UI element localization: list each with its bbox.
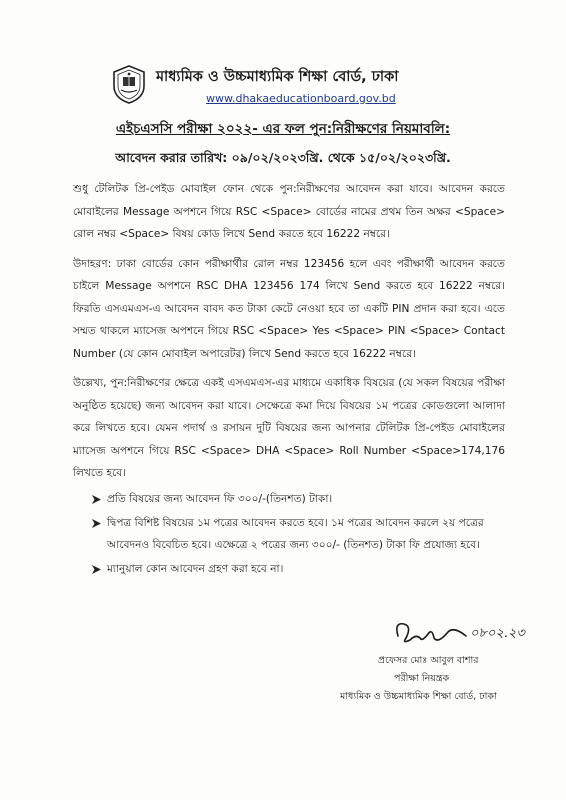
paragraph-example: উদাহরণ: ঢাকা বোর্ডের কোন পরীক্ষার্থীর রোল নম্বর 123456 হলে এবং পরীক্ষার্থী আবেদন করতে চাইলে Message অপশনে RSC DHA 123456 174 লিখে Send করতে হবে 16222 নম্বরে। ফিরতি এসএমএস-এ আবেদন বাবদ কত টাকা কেটে নেওয়া হবে তা একটি PIN প্রদান করা হবে। এতে সম্মত থাকলে ম্যাসেজ অপশনে গিয়ে RSC <Space> Yes <Space> PIN <Space> Contact Number (যে কোন মোবাইল অপারেটর) লিখে Send করতে হবে 16222 নম্বরে। xyxy=(73,257,505,360)
bullet-text: দ্বিপত্র বিশিষ্ট বিষয়ের ১ম পত্রের আবেদন করতে হবে। ১ম পত্রের আবেদন করলে ২য় পত্রের আবেদনও বিবেচিত হবে। এক্ষেত্রে ২ পত্রের জন্য ৩০০/- (তিনশত) টাকা ফি প্রযোজ্য হবে। xyxy=(107,517,484,551)
signatory-title: পরীক্ষা নিয়ন্ত্রক xyxy=(394,673,450,684)
arrow-right-icon xyxy=(92,495,101,504)
board-name: মাধ্যমিক ও উচ্চমাধ্যমিক শিক্ষা বোর্ড, ঢাকা xyxy=(156,69,399,85)
application-date: আবেদন করার তারিখ: ০৯/০২/২০২৩খ্রি. থেকে ১৫/০২/২০২৩খ্রি. xyxy=(115,150,451,165)
list-item xyxy=(92,558,502,580)
signatory-name: প্রফেসর মোঃ আবুল বাশার xyxy=(378,655,479,666)
page-title: এইচএসসি পরীক্ষা ২০২২- এর ফল পুন:নিরীক্ষণের নিয়মাবলি: xyxy=(115,121,451,137)
arrow-right-icon xyxy=(92,565,101,574)
list-item xyxy=(92,488,502,510)
list-item xyxy=(92,512,502,556)
instructions-body xyxy=(73,178,505,492)
arrow-right-icon xyxy=(92,519,101,528)
letterhead xyxy=(110,62,470,114)
signatory-organization: মাধ্যমিক ও উচ্চমাধ্যমিক শিক্ষা বোর্ড, ঢাকা xyxy=(340,691,497,702)
website-link[interactable]: www.dhakaeducationboard.gov.bd xyxy=(206,92,396,105)
signature-date: ০৮০২.২৩ xyxy=(470,626,525,641)
handwritten-signature xyxy=(392,614,472,648)
paragraph-instructions: শুধু টেলিটক প্রি-পেইড মোবাইল ফোন থেকে পুন:নিরীক্ষণের আবেদন করা যাবে। আবেদন করতে মোবাইলের Message অপশনে গিয়ে RSC <Space> বোর্ডের নামের প্রথম তিন অক্ষর <Space> রোল নম্বর <Space> বিষয় কোড লিখে Send করতে হবে 16222 নম্বরে। xyxy=(73,183,505,240)
paragraph-note: উল্লেখ্য, পুন:নিরীক্ষণের ক্ষেত্রে একই এসএমএস-এর মাধ্যমে একাধিক বিষয়ের (যে সকল বিষয়ের পরীক্ষা অনুষ্ঠিত হয়েছে) জন্য আবেদন করা যাবে। সেক্ষেত্রে কমা দিয়ে বিষয়ের ১ম পত্রের কোডগুলো আলাদা করে লিখতে হবে। যেমন পদার্থ ও রসায়ন দুটি বিষয়ের জন্য আপনার টেলিটক প্রি-পেইড মোবাইলের ম্যাসেজ অপশনে গিয়ে RSC <Space> DHA <Space> Roll Number <Space>174,176 লিখতে হবে। xyxy=(73,377,505,479)
board-seal-icon xyxy=(110,64,148,104)
bullet-list xyxy=(92,488,502,582)
signature-block xyxy=(320,614,550,734)
bullet-text: প্রতি বিষয়ের জন্য আবেদন ফি ৩০০/-(তিনশত) টাকা। xyxy=(107,493,333,505)
bullet-text: ম্যানুয়াল কোন আবেদন গ্রহণ করা হবে না। xyxy=(107,563,284,575)
